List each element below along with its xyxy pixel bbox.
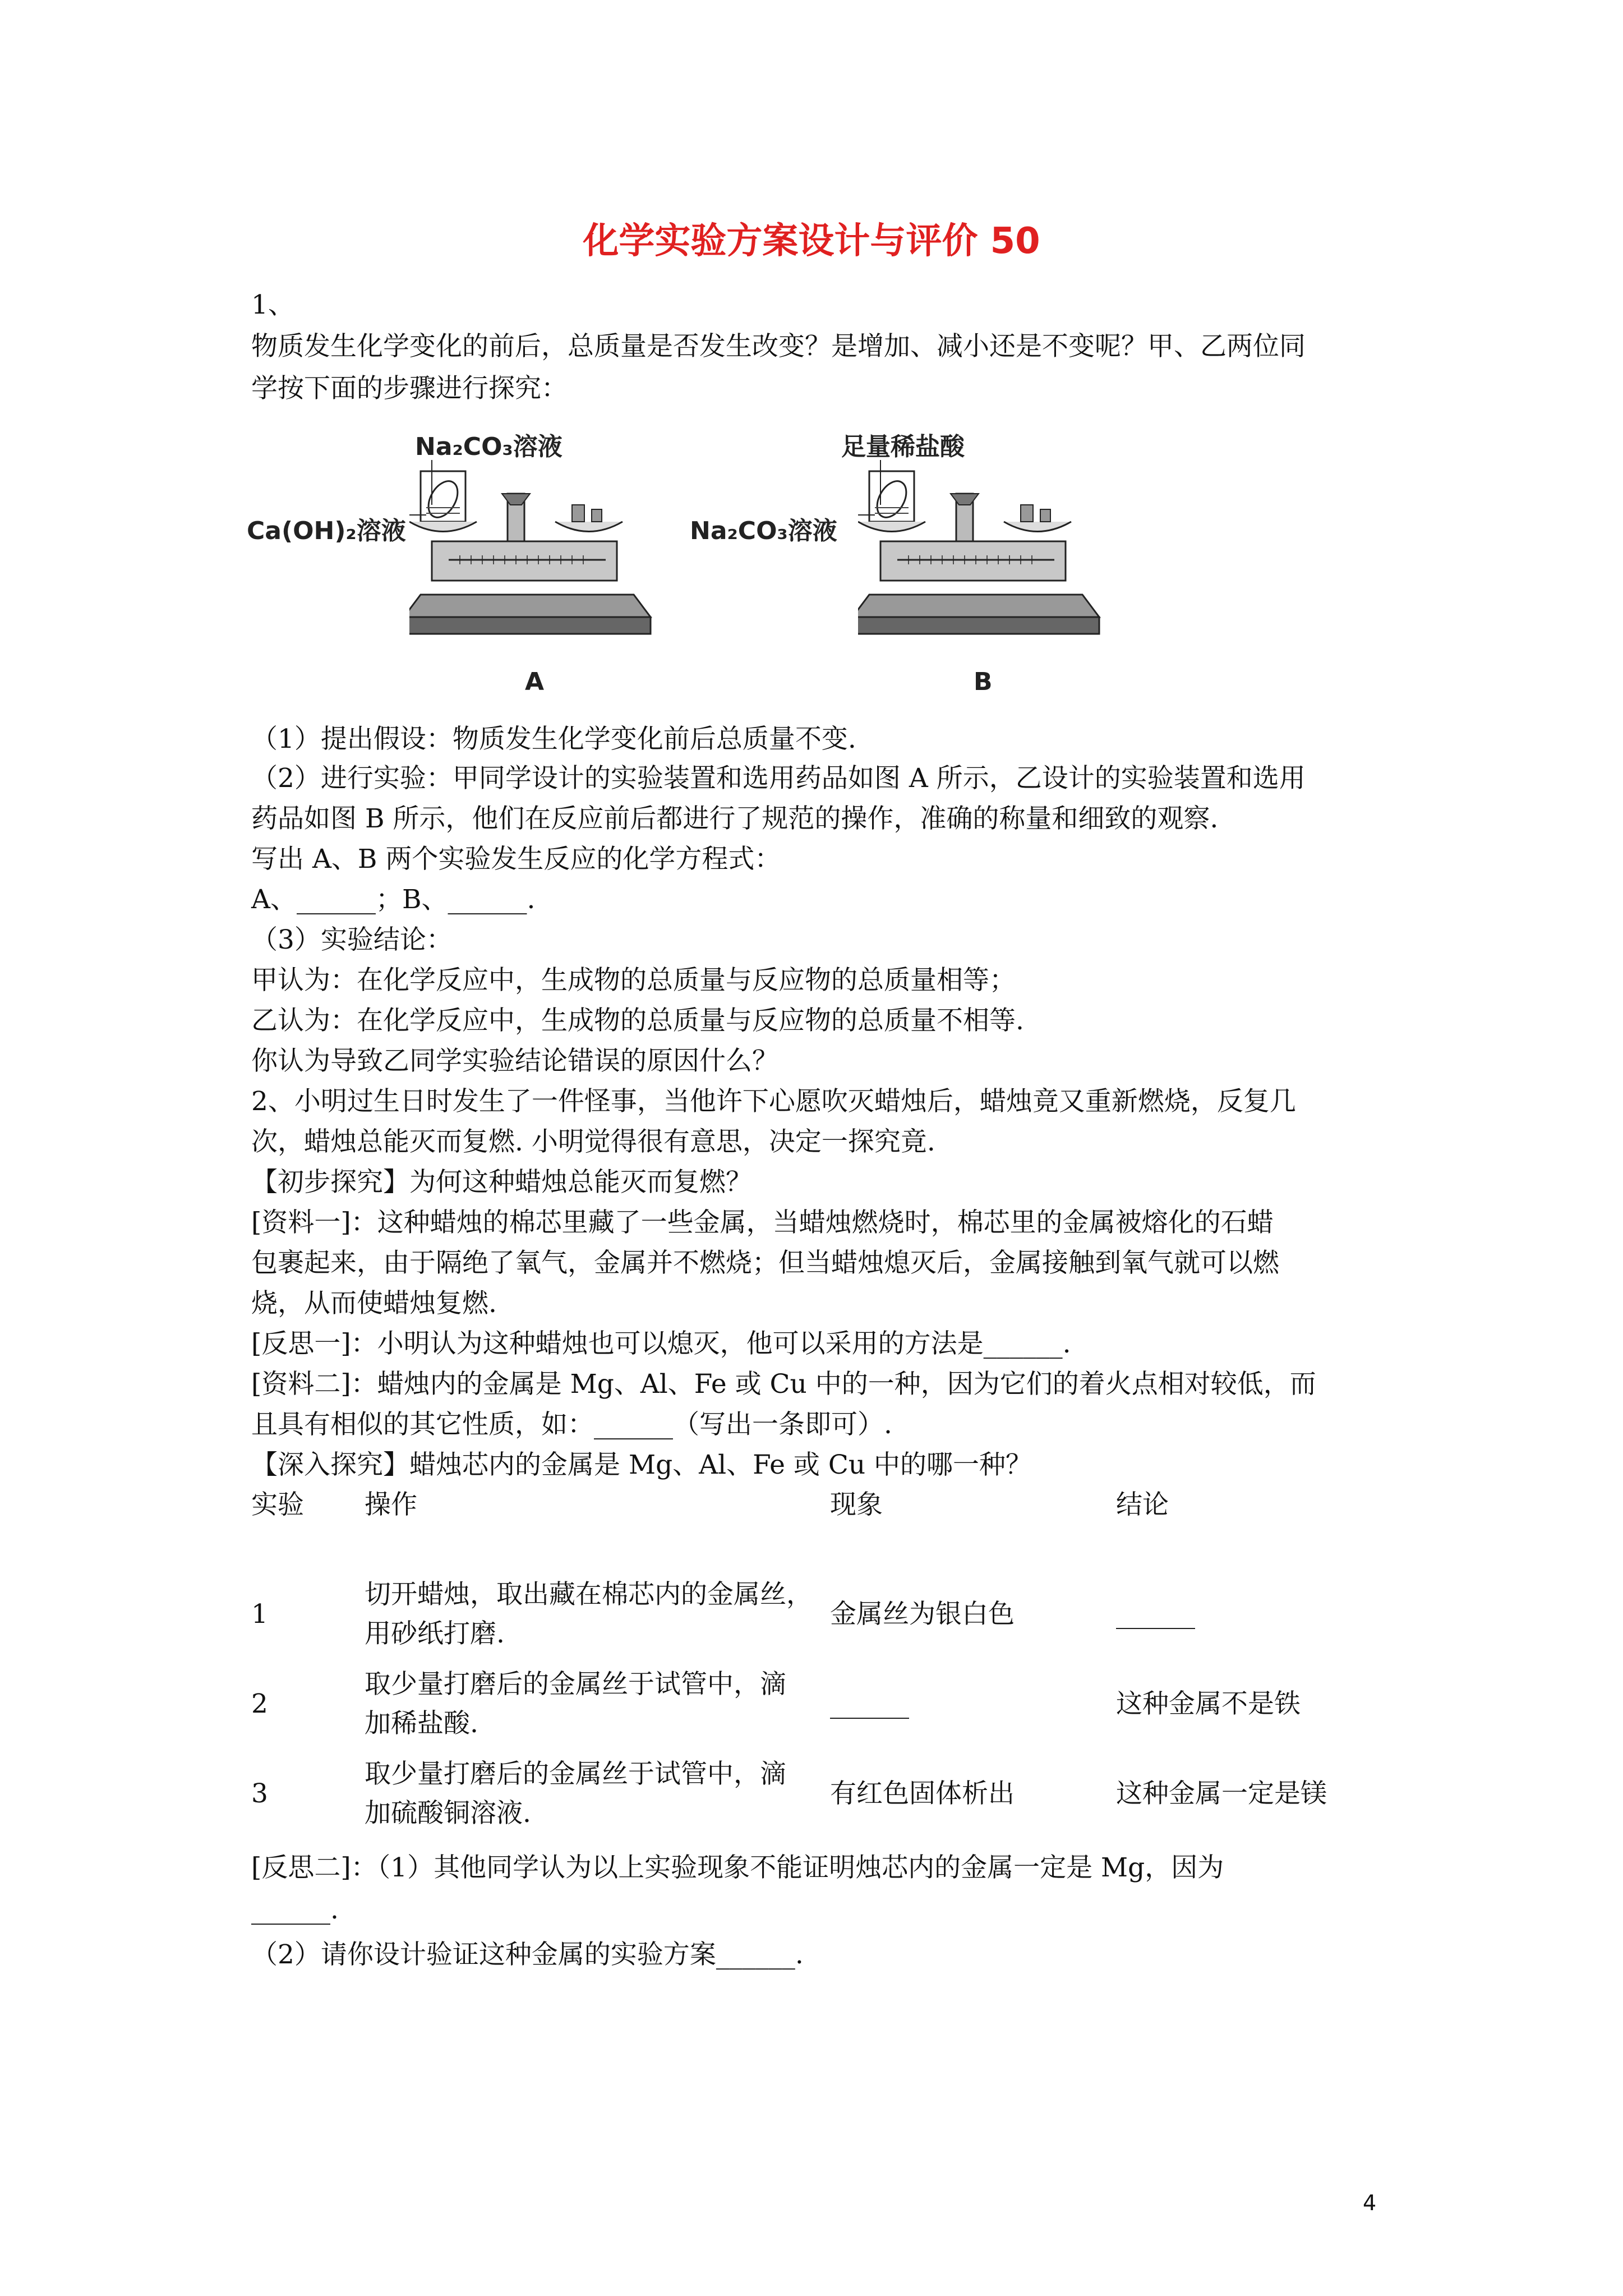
- q1-step1: （1）提出假设：物质发生化学变化前后总质量不变.: [251, 724, 856, 754]
- q1-jia: 甲认为：在化学反应中，生成物的总质量与反应物的总质量相等；: [251, 965, 1016, 996]
- q1-ask: 你认为导致乙同学实验结论错误的原因什么？: [251, 1046, 778, 1076]
- figure-a-caption: A: [525, 668, 545, 696]
- q2-line4: [资料一]：这种蜡烛的棉芯里藏了一些金属，当蜡烛燃烧时，棉芯里的金属被熔化的石蜡: [251, 1207, 1274, 1238]
- row-conclusion: 这种金属不是铁: [1116, 1688, 1301, 1719]
- row-phenomenon: ______: [830, 1688, 909, 1719]
- q1-step2-answers: A、______；B、______.: [251, 884, 536, 915]
- figure-b-top-label: 足量稀盐酸: [841, 432, 965, 461]
- figure-a-side-label: Ca(OH)₂溶液: [247, 517, 406, 545]
- q2-line7: [反思一]：小明认为这种蜡烛也可以熄灭，他可以采用的方法是______.: [251, 1328, 1071, 1359]
- q1-intro-line2: 学按下面的步骤进行探究：: [251, 373, 568, 404]
- balance-b-drawing: [858, 460, 1122, 639]
- table-header-conclusion: 结论: [1116, 1489, 1169, 1520]
- q2-line2: 次，蜡烛总能灭而复燃. 小明觉得很有意思，决定一探究竟.: [251, 1126, 935, 1157]
- row-operation-line1: 取少量打磨后的金属丝于试管中，滴: [365, 1759, 786, 1789]
- q1-step2-line2: 药品如图 B 所示，他们在反应前后都进行了规范的操作，准确的称量和细致的观察.: [251, 803, 1219, 834]
- balance-a-drawing: [409, 460, 673, 639]
- row-number: 2: [251, 1688, 268, 1719]
- row-conclusion: ______: [1116, 1599, 1195, 1630]
- table-header-experiment: 实验: [251, 1489, 304, 1520]
- q2-line8: [资料二]：蜡烛内的金属是 Mg、Al、Fe 或 Cu 中的一种，因为它们的着火点相对较低，而: [251, 1369, 1316, 1400]
- figure-b-side-label: Na₂CO₃溶液: [690, 517, 837, 545]
- q2-reflection2-line2: ______.: [251, 1894, 339, 1925]
- row-operation-line2: 加硫酸铜溶液.: [365, 1798, 531, 1829]
- balance-figure-b: [690, 415, 1138, 707]
- question-number-1: 1、: [251, 289, 294, 320]
- q2-line5: 包裹起来，由于隔绝了氧气，金属并不燃烧；但当蜡烛熄灭后，金属接触到氧气就可以燃: [251, 1248, 1279, 1278]
- balance-figure-a: [241, 415, 690, 707]
- q1-step3: （3）实验结论：: [251, 924, 453, 955]
- table-header-phenomenon: 现象: [830, 1489, 883, 1520]
- figure-a-top-label: Na₂CO₃溶液: [415, 432, 562, 461]
- row-operation-line1: 切开蜡烛，取出藏在棉芯内的金属丝，: [365, 1579, 813, 1610]
- q2-line1: 2、小明过生日时发生了一件怪事，当他许下心愿吹灭蜡烛后，蜡烛竟又重新燃烧，反复几: [251, 1086, 1296, 1117]
- page-number: 4: [1363, 2191, 1377, 2215]
- q2-reflection2-line3: （2）请你设计验证这种金属的实验方案______.: [251, 1939, 804, 1970]
- row-operation-line2: 加稀盐酸.: [365, 1708, 478, 1739]
- row-operation-line2: 用砂纸打磨.: [365, 1618, 505, 1649]
- row-number: 1: [251, 1599, 268, 1630]
- page-title: 化学实验方案设计与评价 50: [583, 220, 1040, 262]
- row-phenomenon: 有红色固体析出: [830, 1778, 1015, 1809]
- q1-intro-line1: 物质发生化学变化的前后，总质量是否发生改变？是增加、减小还是不变呢？甲、乙两位同: [251, 331, 1306, 362]
- row-operation-line1: 取少量打磨后的金属丝于试管中，滴: [365, 1669, 786, 1700]
- row-phenomenon: 金属丝为银白色: [830, 1599, 1015, 1630]
- row-number: 3: [251, 1778, 268, 1809]
- table-header-operation: 操作: [365, 1489, 417, 1520]
- q2-line10: 【深入探究】蜡烛芯内的金属是 Mg、Al、Fe 或 Cu 中的哪一种？: [251, 1450, 1032, 1480]
- q1-yi: 乙认为：在化学反应中，生成物的总质量与反应物的总质量不相等.: [251, 1005, 1024, 1036]
- q2-line9: 且具有相似的其它性质，如：______（写出一条即可）.: [251, 1409, 892, 1440]
- row-conclusion: 这种金属一定是镁: [1116, 1778, 1327, 1809]
- q2-reflection2-line1: [反思二]：（1）其他同学认为以上实验现象不能证明烛芯内的金属一定是 Mg，因为: [251, 1852, 1224, 1883]
- q2-line6: 烧，从而使蜡烛复燃.: [251, 1288, 497, 1319]
- q1-step2-line1: （2）进行实验：甲同学设计的实验装置和选用药品如图 A 所示，乙设计的实验装置和选用: [251, 763, 1306, 794]
- figure-b-caption: B: [974, 668, 993, 696]
- q2-line3: 【初步探究】为何这种蜡烛总能灭而复燃？: [251, 1167, 752, 1198]
- q1-step2-line3: 写出 A、B 两个实验发生反应的化学方程式：: [251, 844, 781, 875]
